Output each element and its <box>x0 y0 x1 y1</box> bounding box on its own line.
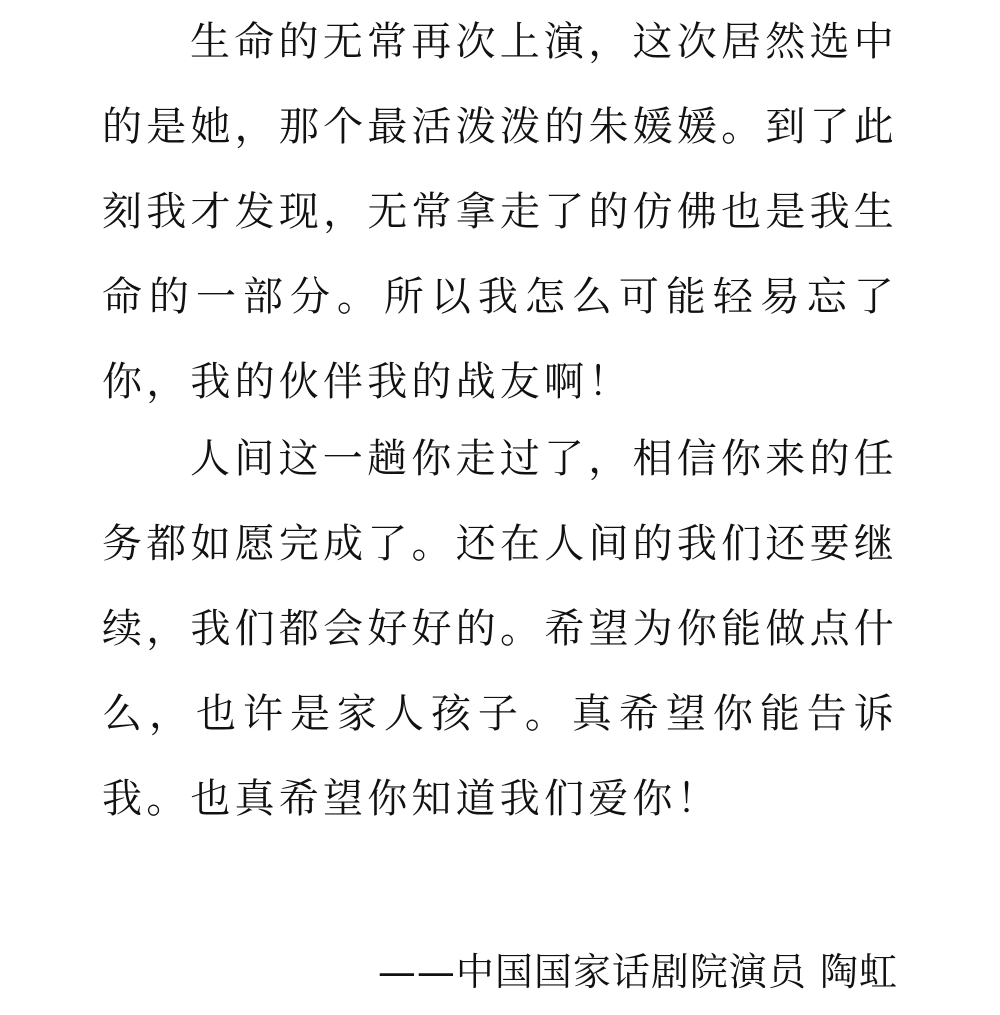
paragraph-2: 人间这一趟你走过了，相信你来的任务都如愿完成了。还在人间的我们还要继续，我们都会好好的。希望为你能做点什么，也许是家人孩子。真希望你能告诉我。也真希望你知道我们爱你！ <box>102 436 898 822</box>
document-page <box>102 0 898 1015</box>
author-signature: ——中国国家话剧院演员 陶虹 <box>377 950 898 994</box>
paragraph-1: 生命的无常再次上演，这次居然选中的是她，那个最活泼泼的朱媛媛。到了此刻我才发现，无常拿走了的仿佛也是我生命的一部分。所以我怎么可能轻易忘了你，我的伙伴我的战友啊！ <box>102 19 898 405</box>
